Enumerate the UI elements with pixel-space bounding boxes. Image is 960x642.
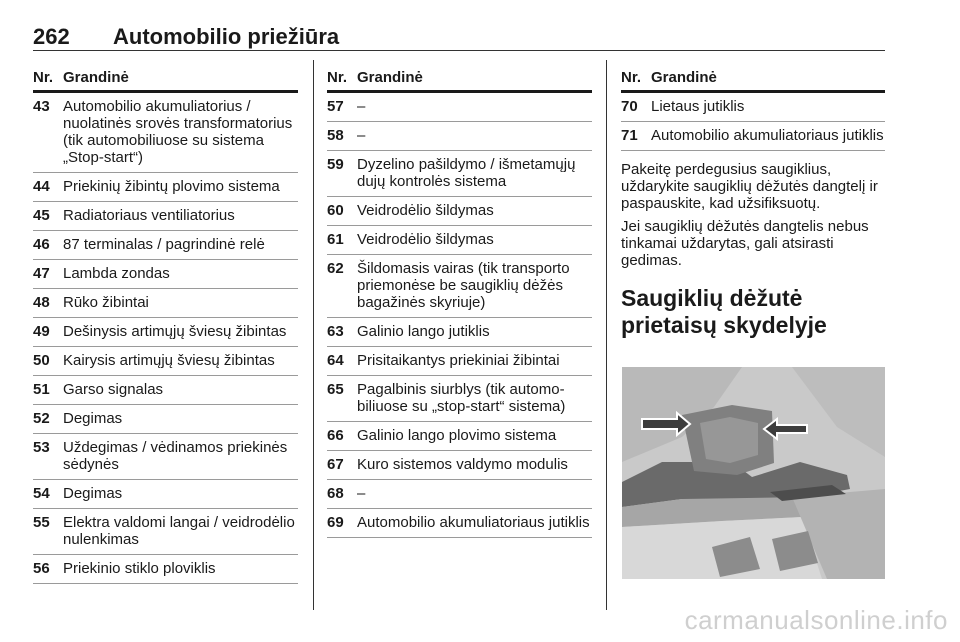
circuit-name: Radiatoriaus ventiliatorius: [63, 207, 235, 224]
fuse-number: 71: [621, 127, 638, 144]
table-row: [33, 480, 298, 509]
table-row: [327, 93, 592, 122]
circuit-name: Veidrodėlio šildymas: [357, 231, 494, 248]
circuit-name: Veidrodėlio šildymas: [357, 202, 494, 219]
table-row: [33, 318, 298, 347]
circuit-name: Priekinio stiklo ploviklis: [63, 560, 216, 577]
header-circuit: Grandinė: [651, 69, 717, 86]
circuit-name: Kuro sistemos valdymo modulis: [357, 456, 568, 473]
fuse-number: 67: [327, 456, 344, 473]
fuse-number: 69: [327, 514, 344, 531]
circuit-name: Degimas: [63, 410, 123, 427]
table-row: [33, 173, 298, 202]
fuse-number: 59: [327, 156, 344, 173]
fuse-number: 56: [33, 560, 50, 577]
table-row: [621, 122, 885, 151]
table-row: [327, 122, 592, 151]
table-row: [327, 255, 592, 318]
fuse-number: 54: [33, 485, 50, 502]
fuse-number: 52: [33, 410, 50, 427]
circuit-name: Degimas: [63, 485, 123, 502]
circuit-name: Priekinių žibintų plovimo sistema: [63, 178, 280, 195]
page-number: 262: [33, 24, 70, 49]
fuse-number: 49: [33, 323, 50, 340]
fuse-number: 47: [33, 265, 50, 282]
fuse-number: 70: [621, 98, 638, 115]
circuit-name: Kairysis artimųjų šviesų žibintas: [63, 352, 275, 369]
circuit-name: –: [357, 98, 366, 115]
fuse-number: 66: [327, 427, 344, 444]
fuse-number: 44: [33, 178, 50, 195]
fuse-box-photo: [622, 367, 885, 579]
table-row: [327, 347, 592, 376]
page-header: [33, 18, 885, 51]
table-header: [621, 66, 885, 93]
fuse-number: 64: [327, 352, 344, 369]
circuit-name: Rūko žibintai: [63, 294, 149, 311]
section-title: Saugiklių dėžutė prietaisų skydelyje: [621, 285, 827, 338]
table-header: [327, 66, 592, 93]
circuit-name: Šildomasis vairas (tik transporto priemonėse be saugiklių dėžės bagažinės skyriuje): [357, 260, 570, 311]
table-row: [327, 151, 592, 197]
header-nr: Nr.: [33, 69, 54, 86]
table-row: [33, 231, 298, 260]
circuit-name: Uždegimas / vėdinamos priekinės sėdynės: [63, 439, 288, 473]
circuit-name: –: [357, 485, 366, 502]
table-row: [327, 451, 592, 480]
circuit-name: Galinio lango jutiklis: [357, 323, 490, 340]
fuse-number: 46: [33, 236, 50, 253]
header-circuit: Grandinė: [357, 69, 423, 86]
fuse-number: 51: [33, 381, 50, 398]
circuit-name: Automobilio akumuliatoriaus jutiklis: [357, 514, 590, 531]
fuse-number: 58: [327, 127, 344, 144]
fuse-number: 43: [33, 98, 50, 115]
fuse-table-column-2: [327, 66, 592, 538]
circuit-name: Automobilio akumuliatoriaus jutiklis: [651, 127, 884, 144]
table-row: [33, 289, 298, 318]
table-row: [621, 93, 885, 122]
fuse-table-column-3: [621, 66, 885, 339]
header-nr: Nr.: [327, 69, 348, 86]
table-row: [327, 509, 592, 538]
table-row: [327, 318, 592, 347]
circuit-name: Lambda zondas: [63, 265, 170, 282]
table-row: [33, 376, 298, 405]
table-row: [33, 434, 298, 480]
table-row: [33, 555, 298, 584]
fuse-number: 63: [327, 323, 344, 340]
table-row: [327, 480, 592, 509]
table-row: [33, 93, 298, 173]
table-row: [33, 405, 298, 434]
table-row: [327, 376, 592, 422]
table-row: [327, 422, 592, 451]
fuse-number: 65: [327, 381, 344, 398]
circuit-name: Prisitaikantys priekiniai žibintai: [357, 352, 560, 369]
fuse-number: 68: [327, 485, 344, 502]
circuit-name: Automobilio akumuliatorius / nuolatinės srovės transformatorius (tik automobiliuose su sistema „Stop-start“): [63, 98, 293, 166]
column-divider: [313, 60, 314, 610]
column-divider: [606, 60, 607, 610]
fuse-number: 61: [327, 231, 344, 248]
circuit-name: Pagalbinis siurblys (tik automobiliuose su „stop-start“ sistema): [357, 381, 566, 415]
fuse-number: 55: [33, 514, 50, 531]
instruction-paragraph: Pakeitę perdegusius saugiklius, uždarykite saugiklių dėžutės dangtelį ir paspauskite, kad užsifiksuotų.: [621, 161, 878, 212]
table-row: [33, 202, 298, 231]
circuit-name: Garso signalas: [63, 381, 164, 398]
table-row: [327, 197, 592, 226]
fuse-number: 48: [33, 294, 50, 311]
watermark: carmanualsonline.info: [684, 605, 948, 635]
header-circuit: Grandinė: [63, 69, 129, 86]
fuse-number: 50: [33, 352, 50, 369]
circuit-name: 87 terminalas / pagrindinė relė: [63, 236, 265, 253]
table-header: [33, 66, 298, 93]
circuit-name: Lietaus jutiklis: [651, 98, 745, 115]
fuse-number: 53: [33, 439, 50, 456]
table-row: [327, 226, 592, 255]
table-row: [33, 509, 298, 555]
header-nr: Nr.: [621, 69, 642, 86]
table-row: [33, 347, 298, 376]
circuit-name: Elektra valdomi langai / veidrodėlio nulenkimas: [63, 514, 295, 548]
fuse-number: 45: [33, 207, 50, 224]
circuit-name: Dyzelino pašildymo / išmetamųjų dujų kontrolės sistema: [357, 156, 576, 190]
fuse-number: 62: [327, 260, 344, 277]
fuse-number: 60: [327, 202, 344, 219]
fuse-table-column-1: [33, 66, 298, 584]
circuit-name: –: [357, 127, 366, 144]
fuse-box-illustration: [622, 367, 885, 579]
page-title: Automobilio priežiūra: [113, 24, 340, 49]
warning-paragraph: Jei saugiklių dėžutės dangtelis nebus tinkamai uždarytas, gali atsirasti gedimas.: [621, 218, 869, 269]
circuit-name: Dešinysis artimųjų šviesų žibintas: [63, 323, 287, 340]
circuit-name: Galinio lango plovimo sistema: [357, 427, 557, 444]
fuse-number: 57: [327, 98, 344, 115]
table-row: [33, 260, 298, 289]
